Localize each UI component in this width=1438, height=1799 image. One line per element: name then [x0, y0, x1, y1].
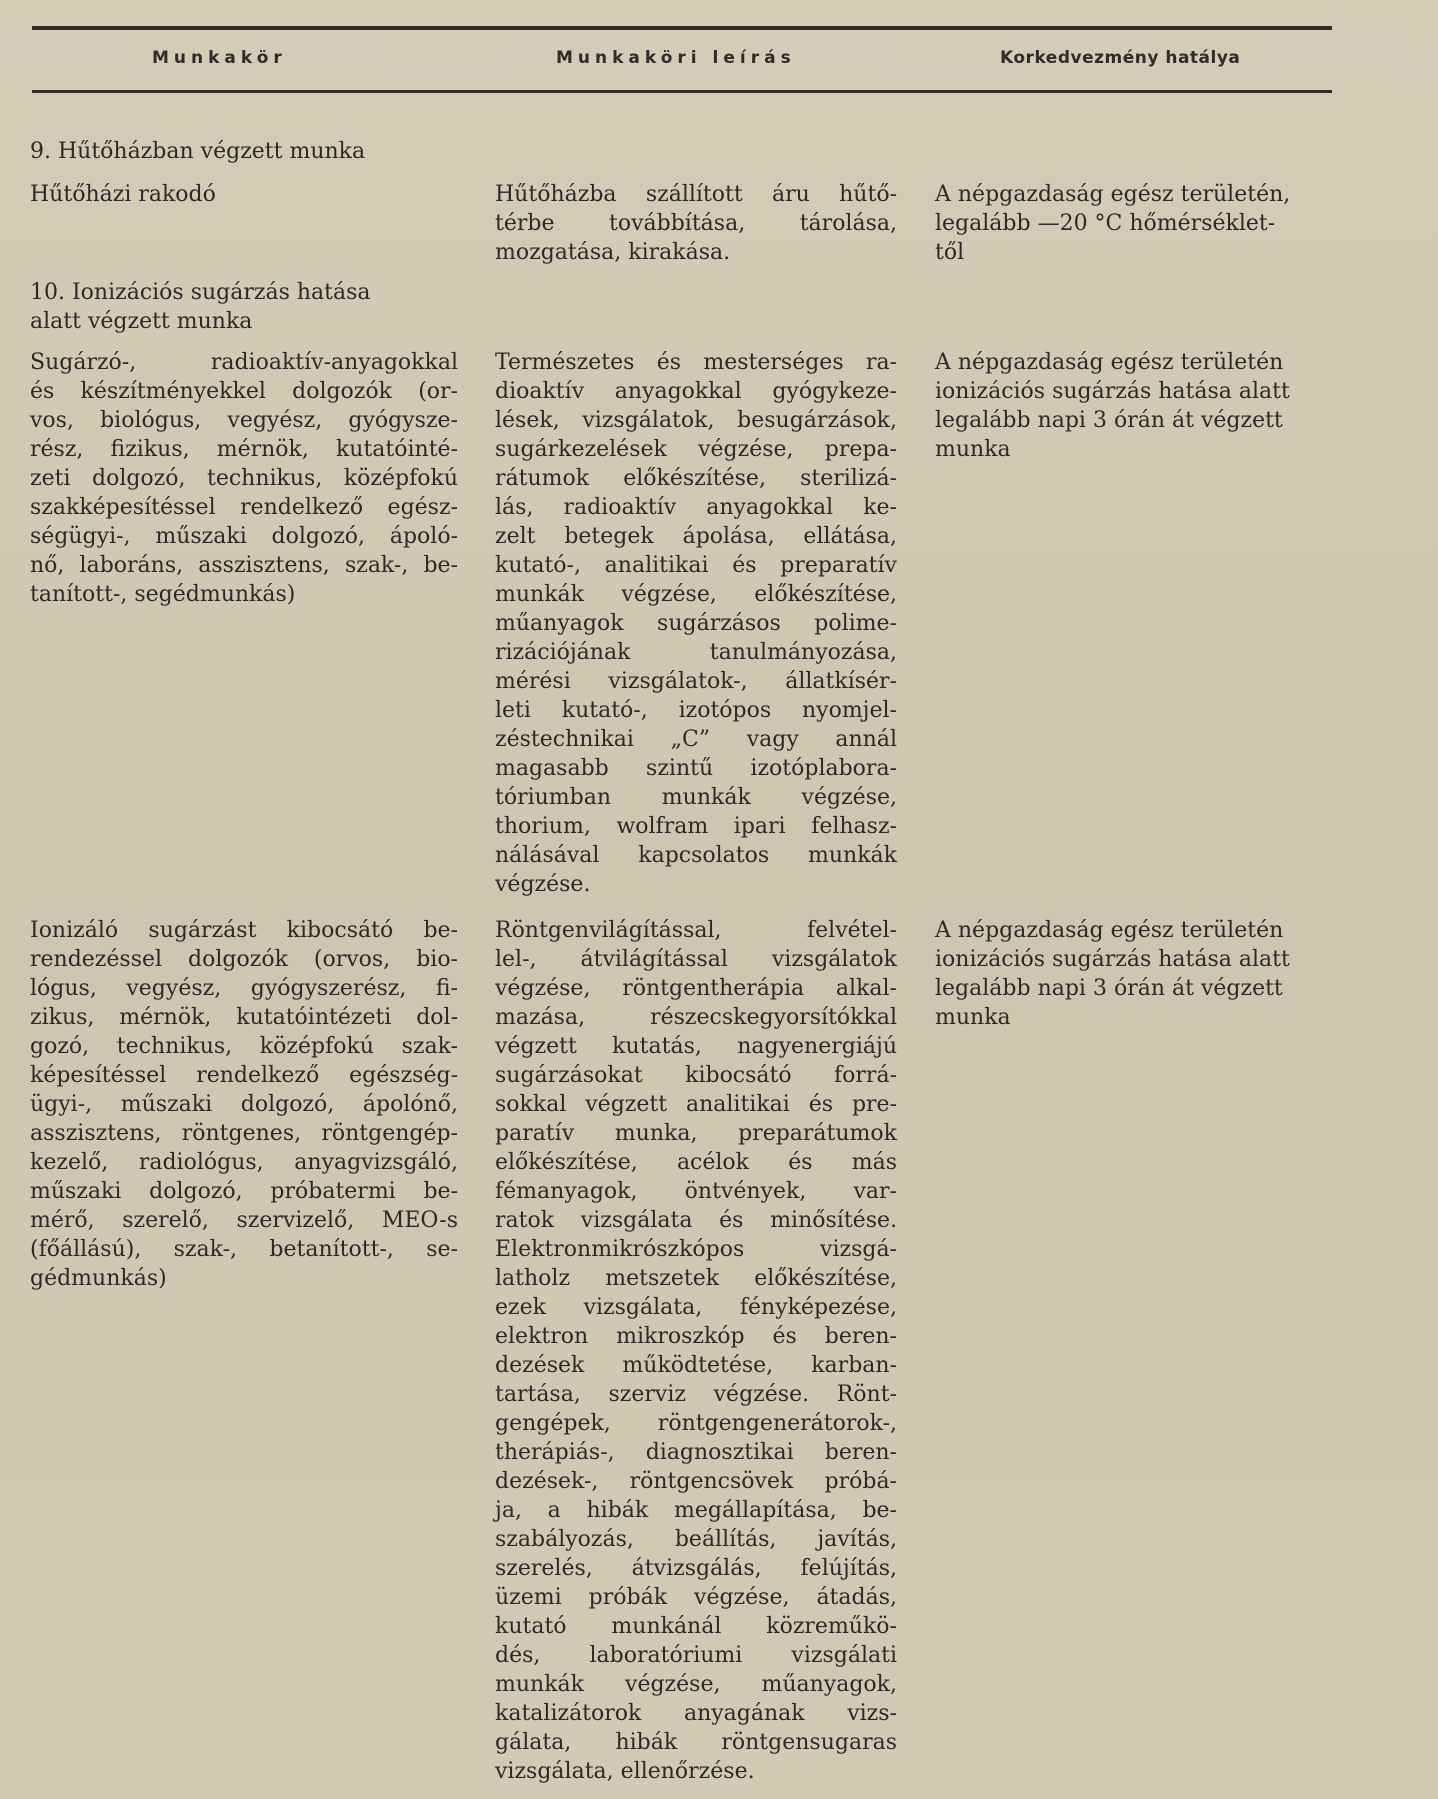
entry-2-scope: A népgazdaság egész területén ionizációs sugárzás hatása alatt legalább napi 3 órán át végzett munka	[935, 918, 1290, 1030]
top-rule	[32, 26, 1332, 30]
header-munkakori-leiras: Munkaköri leírás	[556, 48, 796, 68]
header-korkedvezmeny-hatalya: Korkedvezmény hatálya	[1000, 48, 1241, 68]
entry-1-scope: A népgazdaság egész területén ionizációs sugárzás hatása alatt legalább napi 3 órán át végzett munka	[935, 350, 1290, 462]
entry-1-description: Természetes és mesterséges ra- dioaktív anyagokkal gyógykeze- lések, vizsgálatok, besugárzások, sugárkezelések végzése, prepa- rátumok előkészítése, sterilizá- lás, radioaktív anyagokkal ke- zelt betegek ápolása, ellátása, kutató-, analitikai és preparatív munkák végzése, előkészítése, műanyagok sugárzásos polime- rizációjának tanulmányozása, mérési vizsgálatok-, állatkísér- leti kutató-, izotópos nyomjel- zéstechnikai „C” vagy annál magasabb szintű izotóplabora- tóriumban munkák végzése, thorium, wolfram ipari felhasz- nálásával kapcsolatos munkák végzése.	[495, 350, 897, 897]
header-rule	[32, 90, 1332, 93]
section-9-job: Hűtőházi rakodó	[30, 182, 216, 207]
entry-1-job: Sugárzó-, radioaktív-anyagokkal és készítményekkel dolgozók (or- vos, biológus, vegyész, gyógysze- rész, fizikus, mérnök, kutatóinté- zeti dolgozó, technikus, középfokú szakképesítéssel rendelkező egész- ségügyi-, műszaki dolgozó, ápoló- nő, laboráns, asszisztens, szak-, be- tanított-, segédmunkás)	[30, 350, 458, 607]
entry-2-description: Röntgenvilágítással, felvétel- lel-, átvilágítással vizsgálatok végzése, röntgentherápia alkal- mazása, részecskegyorsítókkal végzett kutatás, nagyenergiájú sugárzásokat kibocsátó forrá- sokkal végzett analitikai és pre- paratív munka, preparátumok előkészítése, acélok és más fémanyagok, öntvények, var- ratok vizsgálata és minősítése. Elektronmikrószkópos vizsgá- latholz metszetek előkészítése, ezek vizsgálata, fényképezése, elektron mikroszkóp és beren- dezések működtetése, karban- tartása, szerviz végzése. Rönt- gengépek, röntgengenerátorok-, therápiás-, diagnosztikai beren- dezések-, röntgencsövek próbá- ja, a hibák megállapítása, be- szabályozás, beállítás, javítás, szerelés, átvizsgálás, felújítás, üzemi próbák végzése, átadás, kutató munkánál közreműkö- dés, laboratóriumi vizsgálati munkák végzése, műanyagok, katalizátorok anyagának vizs- gálata, hibák röntgensugaras vizsgálata, ellenőrzése.	[495, 918, 897, 1784]
section-9-heading: 9. Hűtőházban végzett munka	[30, 139, 366, 164]
section-9-scope: A népgazdaság egész területén, legalább —20 °C hőmérséklet- től	[935, 182, 1291, 265]
section-9-description: Hűtőházba szállított áru hűtő- térbe továbbítása, tárolása, mozgatása, kirakása.	[495, 182, 897, 265]
header-munkakor: Munkakör	[152, 48, 287, 68]
section-10-heading: 10. Ionizációs sugárzás hatása alatt végzett munka	[30, 280, 371, 334]
entry-2-job: Ionizáló sugárzást kibocsátó be- rendezéssel dolgozók (orvos, bio- lógus, vegyész, gyógyszerész, fi- zikus, mérnök, kutatóintézeti dol- gozó, technikus, középfokú szak- képesítéssel rendelkező egészség- ügyi-, műszaki dolgozó, ápolónő, asszisztens, röntgenes, röntgengép- kezelő, radiológus, anyagvizsgáló, műszaki dolgozó, próbatermi be- mérő, szerelő, szervizelő, MEO-s (főállású), szak-, betanított-, se- gédmunkás)	[30, 918, 458, 1291]
